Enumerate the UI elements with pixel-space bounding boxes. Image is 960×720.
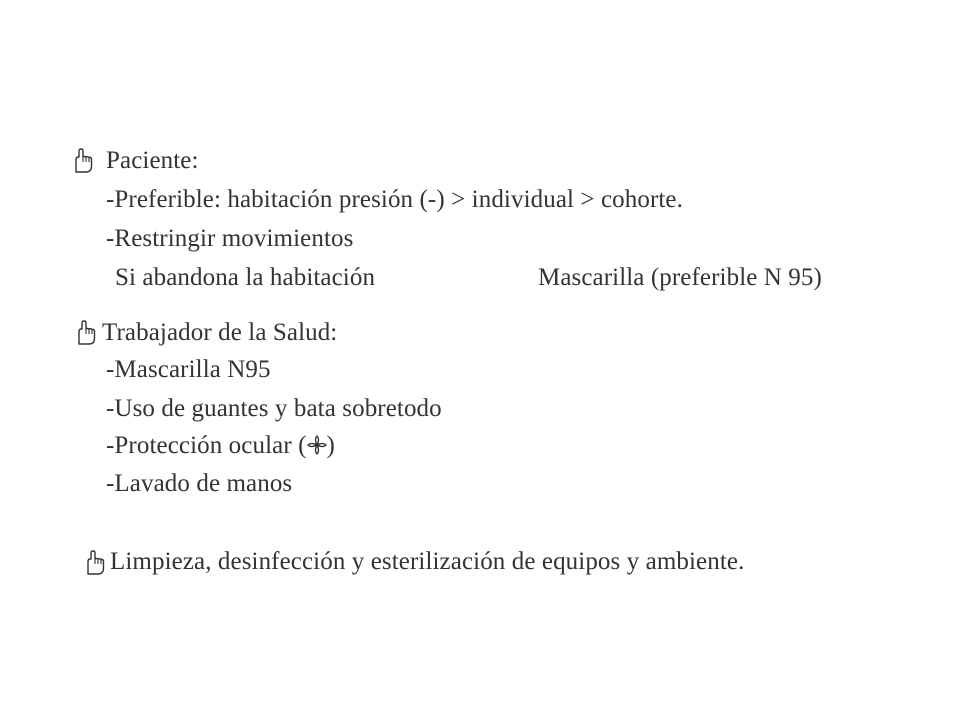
patient-line-mascarilla: Mascarilla (preferible N 95) [538,264,822,291]
pointing-hand-icon [75,320,97,346]
pointing-hand-icon [72,148,94,174]
worker-item-mascarilla: -Mascarilla N95 [106,356,271,383]
cleaning-line: Limpieza, desinfección y esterilización de equipos y ambiente. [110,548,745,575]
flower-icon [307,434,327,456]
worker-item-ocular-suffix: ) [326,432,335,459]
patient-line-preferible: -Preferible: habitación presión (-) > individual > cohorte. [106,186,683,213]
patient-line-abandona: Si abandona la habitación [115,264,376,291]
worker-item-guantes: -Uso de guantes y bata sobretodo [106,395,442,422]
worker-title: Trabajador de la Salud: [102,319,338,346]
pointing-hand-icon [84,550,106,576]
worker-item-ocular-text: -Protección ocular ( [106,432,307,459]
worker-item-lavado: -Lavado de manos [106,470,293,497]
patient-title: Paciente: [106,147,199,174]
worker-item-ocular [106,431,335,461]
patient-line-restringir: -Restringir movimientos [106,225,354,252]
